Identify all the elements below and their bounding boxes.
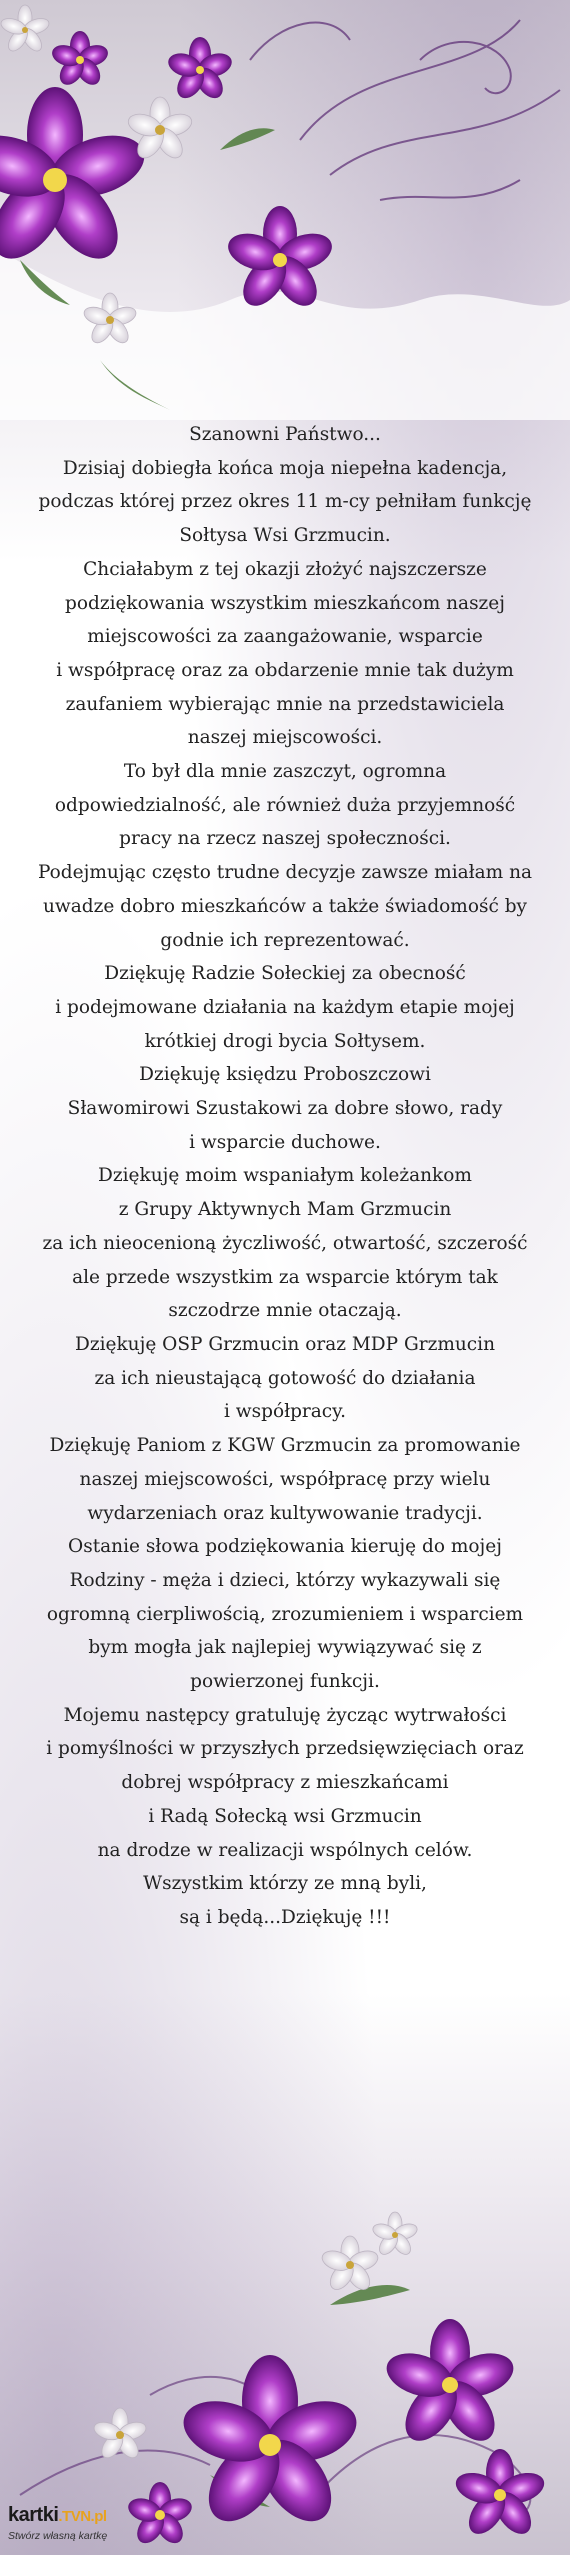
message-line: i wsparcie duchowe. xyxy=(189,1131,381,1153)
message-line: odpowiedzialność, ale również duża przyjemność xyxy=(54,794,516,816)
message-line: z Grupy Aktywnych Mam Grzmucin xyxy=(118,1199,452,1221)
message-line: Dziękuję OSP Grzmucin oraz MDP Grzmucin xyxy=(75,1333,495,1355)
message-line: Rodziny - męża i dzieci, którzy wykazywali się xyxy=(69,1569,501,1591)
top-floral-decoration xyxy=(0,0,570,420)
message-line: bym mogła jak najlepiej wywiązywać się z xyxy=(88,1637,482,1659)
logo-tagline: Stwórz własną kartkę xyxy=(8,2530,108,2542)
message-line: pracy na rzecz naszej społeczności. xyxy=(119,828,451,850)
message-line: Wszystkim którzy ze mną byli, xyxy=(143,1873,427,1895)
message-line: naszej miejscowości. xyxy=(187,727,383,749)
message-line: Dziękuję moim wspaniałym koleżankom xyxy=(98,1165,472,1187)
message-line: podczas której przez okres 11 m-cy pełniłam funkcję xyxy=(38,491,532,513)
message-line: miejscowości za zaangażowanie, wsparcie xyxy=(87,626,483,648)
message-line: i Radą Sołecką wsi Grzmucin xyxy=(148,1805,422,1827)
message-line: i podejmowane działania na każdym etapie mojej xyxy=(55,996,515,1018)
message-line: za ich nieocenioną życzliwość, otwartość, szczerość xyxy=(42,1232,528,1254)
message-line: powierzonej funkcji. xyxy=(190,1671,380,1693)
message-line: uwadze dobro mieszkańców a także świadomość by xyxy=(42,895,528,917)
message-line: wydarzeniach oraz kultywowanie tradycji. xyxy=(87,1502,483,1524)
message-line: godnie ich reprezentować. xyxy=(160,929,410,951)
message-line: Sławomirowi Szustakowi za dobre słowo, rady xyxy=(67,1098,503,1120)
logo-name: kartki xyxy=(8,2504,59,2526)
message-line: naszej miejscowości, współpracę przy wielu xyxy=(79,1468,491,1490)
message-line: Dziękuję Paniom z KGW Grzmucin za promowanie xyxy=(49,1435,521,1457)
message-line: krótkiej drogi bycia Sołtysem. xyxy=(144,1030,426,1052)
logo-wordmark xyxy=(8,2504,107,2527)
message-line: dobrej współpracy z mieszkańcami xyxy=(121,1772,449,1794)
message-line: Dziękuję księdzu Proboszczowi xyxy=(139,1064,431,1086)
message-line: Mojemu następcy gratuluję życząc wytrwałości xyxy=(63,1704,507,1726)
message-line: na drodze w realizacji wspólnych celów. xyxy=(97,1839,473,1861)
message-line: szczodrze mnie otaczają. xyxy=(168,1300,402,1322)
message-line: podziękowania wszystkim mieszkańcom naszej xyxy=(65,592,505,614)
message-line: i pomyślności w przyszłych przedsięwzięciach oraz xyxy=(46,1738,524,1760)
message-line: Chciałabym z tej okazji złożyć najszczersze xyxy=(83,558,487,580)
greeting-message xyxy=(30,418,540,1935)
message-line: Dzisiaj dobiegła końca moja niepełna kadencja, xyxy=(62,457,508,479)
message-line: zaufaniem wybierając mnie na przedstawiciela xyxy=(65,693,505,715)
message-line: i współpracę oraz za obdarzenie mnie tak dużym xyxy=(56,659,514,681)
message-line: Podejmując często trudne decyzje zawsze miałam na xyxy=(37,862,533,884)
message-line: i współpracy. xyxy=(223,1401,347,1423)
kartki-logo[interactable] xyxy=(8,2500,118,2550)
message-line: Ostanie słowa podziękowania kieruję do mojej xyxy=(68,1536,502,1558)
message-line: Dziękuję Radzie Sołeckiej za obecność xyxy=(104,963,466,985)
bottom-floral-decoration xyxy=(0,2135,570,2555)
message-line: To był dla mnie zaszczyt, ogromna xyxy=(123,761,447,783)
message-line: za ich nieustającą gotowość do działania xyxy=(94,1367,476,1389)
message-line: Sołtysa Wsi Grzmucin. xyxy=(179,525,391,547)
message-line: Szanowni Państwo... xyxy=(189,424,381,445)
logo-tld: .TVN.pl xyxy=(58,2508,107,2525)
message-line: ale przede wszystkim za wsparcie którym tak xyxy=(72,1266,498,1288)
message-line: są i będą...Dziękuję !!! xyxy=(179,1906,391,1928)
message-line: ogromną cierpliwością, zrozumieniem i wsparciem xyxy=(46,1603,524,1625)
